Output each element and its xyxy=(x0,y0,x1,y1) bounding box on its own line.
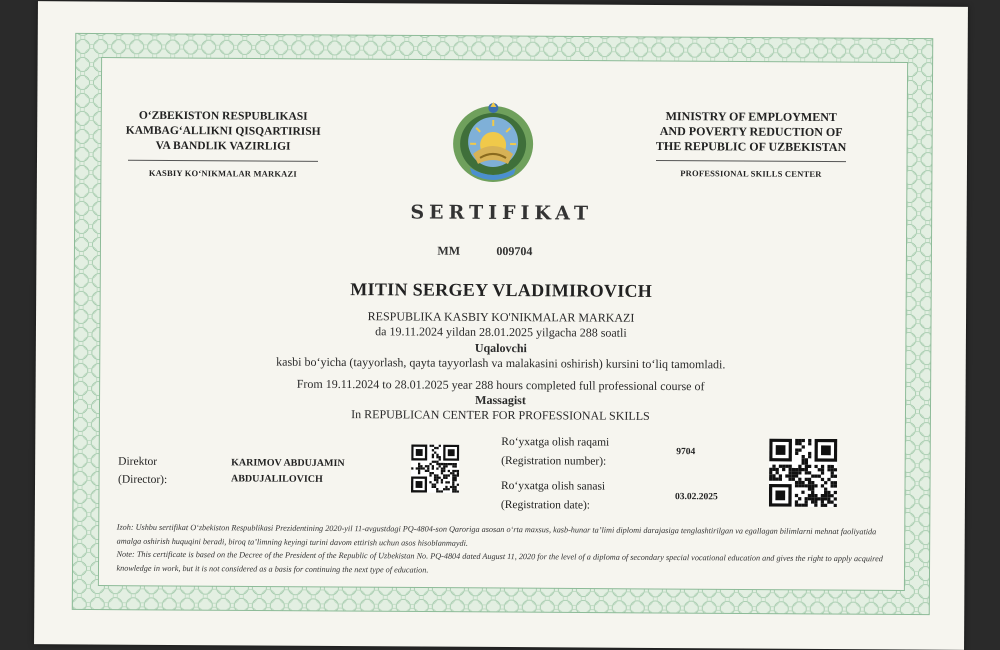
director-name-line1: KARIMOV ABDUJAMIN xyxy=(231,455,345,472)
director-label-en: (Director): xyxy=(118,471,167,489)
footnote-en: Note: This certificate is based on the Decree of the President of the Republic of Uzbekistan No. PQ-4804 dated August 11, 2020 for the level of a diploma of secondary special vocational education and gives the right to apply acquired knowledge in work, but it is not considered as a basis for continuing the next type of education. xyxy=(116,548,886,580)
header-left-sub: KASBIY KO‘NIKMALAR MARKAZI xyxy=(103,166,343,182)
registration-number-label-uz: Ro‘yxatga olish raqami xyxy=(501,433,609,453)
registration-number-value: 9704 xyxy=(676,447,695,457)
header-left-divider xyxy=(128,160,318,162)
footnote-uz: Izoh: Ushbu sertifikat O‘zbekiston Respublikasi Prezidentining 2020-yil 11-avgustdagi PQ-4804-son Qaroriga asosan o‘rta maxsus, kasb-hunar ta’limi diplomi darajasiga tenglashtirilgan va egallagan bilimlarni mehnat faoliyatida amalga oshirish huquqini beradi, biroq ta’limning keyingi turini davom ettirish uchun asos hisoblanmaydi. xyxy=(117,521,887,553)
certificate-title: SERTIFIKAT xyxy=(37,199,967,227)
header-right-line2: AND POVERTY REDUCTION OF xyxy=(641,124,861,140)
holder-name: MITIN SERGEY VLADIMIROVICH xyxy=(36,277,966,304)
certificate-number: 009704 xyxy=(496,244,532,259)
header-right-divider xyxy=(656,160,846,162)
registration-date-value: 03.02.2025 xyxy=(675,492,718,502)
director-name xyxy=(231,455,345,488)
director-label xyxy=(118,453,167,489)
footnote xyxy=(116,521,886,580)
registration-number-label-en: (Registration number): xyxy=(501,452,609,472)
header-right-line3: THE REPUBLIC OF UZBEKISTAN xyxy=(641,139,861,155)
header-right xyxy=(641,109,861,182)
header-right-sub: PROFESSIONAL SKILLS CENTER xyxy=(641,166,861,182)
header-left-line1: O‘ZBEKISTON RESPUBLIKASI xyxy=(103,109,343,125)
registration-date-label xyxy=(501,477,605,516)
qr-code-icon xyxy=(769,439,837,507)
director-label-uz: Direktor xyxy=(118,453,167,471)
en-profession: Massagist xyxy=(36,390,966,411)
qr-code-icon xyxy=(411,444,459,492)
registration-number-label xyxy=(501,433,609,472)
registration-date-label-uz: Ro‘yxatga olish sanasi xyxy=(501,477,605,497)
header-left-line2: KAMBAG‘ALLIKNI QISQARTIRISH xyxy=(103,124,343,140)
uz-profession: Uqalovchi xyxy=(36,338,966,359)
uz-period: da 19.11.2024 yildan 28.01.2025 yilgacha 288 soatli xyxy=(36,322,966,343)
uz-completion: kasbi bo‘yicha (tayyorlash, qayta tayyorlash va malakasini oshirish) kursini to‘liq tamomladi. xyxy=(36,353,966,374)
en-center: In REPUBLICAN CENTER FOR PROFESSIONAL SKILLS xyxy=(35,405,965,426)
certificate-series: MM xyxy=(437,244,460,259)
en-period: From 19.11.2024 to 28.01.2025 year 288 hours completed full professional course of xyxy=(36,375,966,396)
header-left xyxy=(103,109,343,182)
header-left-line3: VA BANDLIK VAZIRLIGI xyxy=(103,139,343,155)
header-right-line1: MINISTRY OF EMPLOYMENT xyxy=(641,109,861,125)
registration-date-label-en: (Registration date): xyxy=(501,496,605,516)
uz-center: RESPUBLIKA KASBIY KO'NIKMALAR MARKAZI xyxy=(36,307,966,328)
director-name-line2: ABDUJALILOVICH xyxy=(231,471,345,488)
state-emblem-icon xyxy=(448,98,539,189)
certificate-page xyxy=(34,1,968,650)
